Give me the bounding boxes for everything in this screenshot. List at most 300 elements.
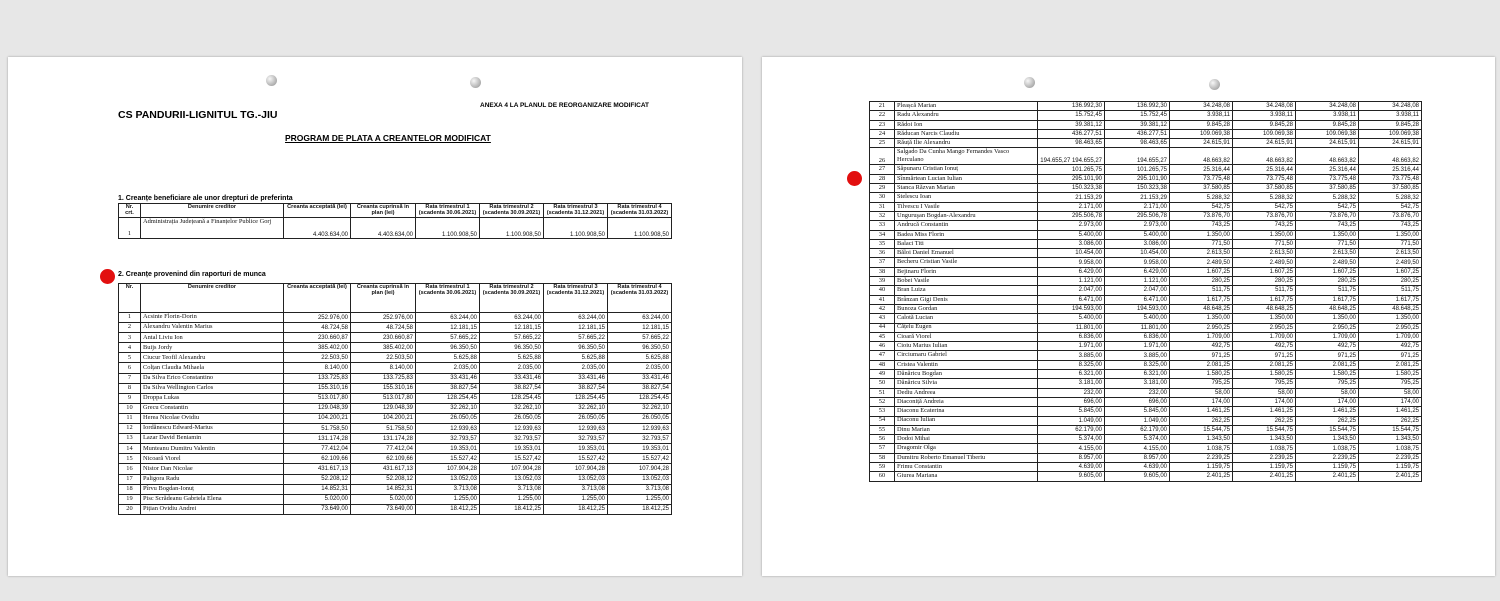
nr-cell: 11 [119, 413, 141, 423]
rate-q3-cell: 12.939,63 [544, 424, 608, 434]
rate-q4-cell: 2.239,25 [1359, 453, 1422, 462]
column-header: Rata trimestrul 2 (scadenta 30.09.2021) [480, 284, 544, 313]
table-row [870, 184, 1422, 193]
plan-amount-cell: 3.181,00 [1105, 379, 1170, 388]
column-header: Creanta cuprinsă in plan (lei) [351, 204, 416, 218]
rate-q3-cell: 1.038,75 [1296, 444, 1359, 453]
plan-amount-cell: 513.017,80 [351, 393, 416, 403]
rate-q4-cell: 34.248,08 [1359, 102, 1422, 111]
rate-q1-cell: 1.350,00 [1170, 314, 1233, 323]
rate-q2-cell: 5.625,88 [480, 353, 544, 363]
rate-q2-cell: 73.876,70 [1233, 211, 1296, 220]
table-row [870, 165, 1422, 174]
creditor-name-cell: Radu Alexandru [895, 111, 1038, 120]
rate-q4-cell: 5.625,88 [608, 353, 672, 363]
nr-cell: 23 [870, 120, 895, 129]
table-row [870, 295, 1422, 304]
plan-amount-cell: 1.121,00 [1105, 277, 1170, 286]
plan-amount-cell: 73.649,00 [351, 504, 416, 514]
rate-q1-cell: 38.827,54 [416, 383, 480, 393]
rate-q1-cell: 128.254,45 [416, 393, 480, 403]
rate-q4-cell: 38.827,54 [608, 383, 672, 393]
section-1-title: 1. Creanțe beneficiare ale unor drepturi de preferinta [118, 195, 293, 202]
rate-q2-cell: 26.050,05 [480, 413, 544, 423]
rate-q4-cell: 33.431,46 [608, 373, 672, 383]
creditor-name-cell: Brânzan Gigi Denis [895, 295, 1038, 304]
plan-amount-cell: 131.174,28 [351, 434, 416, 444]
nr-cell: 16 [119, 464, 141, 474]
rate-q1-cell: 34.248,08 [1170, 102, 1233, 111]
rate-q4-cell: 511,75 [1359, 286, 1422, 295]
rate-q4-cell: 971,25 [1359, 351, 1422, 360]
plan-amount-cell: 15.752,45 [1105, 111, 1170, 120]
creditor-name-cell: Diaconu Ecaterina [895, 407, 1038, 416]
creditor-name-cell: Droppa Lukas [141, 393, 284, 403]
table-row [119, 313, 672, 323]
creditor-name-cell: Pisc Scrădeanu Gabriela Elena [141, 494, 284, 504]
rate-q3-cell: 795,25 [1296, 379, 1359, 388]
accepted-amount-cell: 3.885,00 [1038, 351, 1105, 360]
table-row [119, 333, 672, 343]
nr-cell: 56 [870, 435, 895, 444]
creditor-name-cell: Paligora Radu [141, 474, 284, 484]
rate-q3-cell: 58,00 [1296, 388, 1359, 397]
rate-q4-cell: 107.904,28 [608, 464, 672, 474]
rate-q1-cell: 1.580,25 [1170, 370, 1233, 379]
rate-q4-cell: 15.544,75 [1359, 425, 1422, 434]
plan-amount-cell: 133.725,83 [351, 373, 416, 383]
punch-hole-icon [470, 77, 481, 88]
rate-q3-cell: 3.938,11 [1296, 111, 1359, 120]
rate-q4-cell: 3.938,11 [1359, 111, 1422, 120]
creditor-name-cell: Dodoi Mihai [895, 435, 1038, 444]
rate-q2-cell: 32.262,10 [480, 403, 544, 413]
creditor-name-cell: Circiumaru Gabriel [895, 351, 1038, 360]
continuation-table [869, 101, 1422, 482]
plan-amount-cell: 6.836,00 [1105, 332, 1170, 341]
accepted-amount-cell: 252.976,00 [284, 313, 351, 323]
rate-q2-cell: 1.617,75 [1233, 295, 1296, 304]
rate-q2-cell: 128.254,45 [480, 393, 544, 403]
accepted-amount-cell: 232,00 [1038, 388, 1105, 397]
rate-q3-cell: 1.343,50 [1296, 435, 1359, 444]
rate-q1-cell: 5.288,32 [1170, 193, 1233, 202]
rate-q4-cell: 18.412,25 [608, 504, 672, 514]
nr-cell: 32 [870, 211, 895, 220]
nr-cell: 18 [119, 484, 141, 494]
nr-cell: 35 [870, 239, 895, 248]
rate-q4-cell: 1.255,00 [608, 494, 672, 504]
table-row [870, 193, 1422, 202]
rate-q1-cell: 1.350,00 [1170, 230, 1233, 239]
creditor-name-cell: Acsinte Florin-Dorin [141, 313, 284, 323]
plan-amount-cell: 5.020,00 [351, 494, 416, 504]
creditor-name-cell: Cioară Viorel [895, 332, 1038, 341]
nr-cell: 60 [870, 472, 895, 481]
accepted-amount-cell: 436.277,51 [1038, 129, 1105, 138]
creditor-name-cell: Frimu Constantin [895, 462, 1038, 471]
creditor-name-cell: Stelescu Ioan [895, 193, 1038, 202]
plan-amount-cell: 6.429,00 [1105, 267, 1170, 276]
table-row [870, 323, 1422, 332]
rate-q3-cell: 63.244,00 [544, 313, 608, 323]
rate-q1-cell: 13.052,03 [416, 474, 480, 484]
table-row [870, 435, 1422, 444]
creditor-name-cell: Pleașcă Marian [895, 102, 1038, 111]
rate-q4-cell: 2.035,00 [608, 363, 672, 373]
plan-amount-cell: 295.506,78 [1105, 211, 1170, 220]
nr-cell: 37 [870, 258, 895, 267]
nr-cell: 3 [119, 333, 141, 343]
nr-cell: 34 [870, 230, 895, 239]
rate-q3-cell: 1.350,00 [1296, 230, 1359, 239]
accepted-amount-cell: 131.174,28 [284, 434, 351, 444]
accepted-amount-cell: 6.321,00 [1038, 370, 1105, 379]
plan-amount-cell: 1.971,00 [1105, 342, 1170, 351]
rate-q1-cell: 18.412,25 [416, 504, 480, 514]
rate-q3-cell: 3.713,08 [544, 484, 608, 494]
table-row [870, 425, 1422, 434]
nr-cell: 36 [870, 249, 895, 258]
rate-q3-cell: 280,25 [1296, 277, 1359, 286]
creditor-name-cell: Bejinaru Florin [895, 267, 1038, 276]
rate-q1-cell: 12.939,63 [416, 424, 480, 434]
creditor-name-cell: Becheru Cristian Vasile [895, 258, 1038, 267]
rate-q1-cell: 48.648,25 [1170, 304, 1233, 313]
red-marker-icon [847, 171, 862, 186]
accepted-amount-cell: 10.454,00 [1038, 249, 1105, 258]
accepted-amount-cell: 62.109,66 [284, 454, 351, 464]
plan-amount-cell: 194.655,27 [1105, 148, 1170, 165]
column-header: Creanta acceptată (lei) [284, 204, 351, 218]
rate-q3-cell: 5.288,32 [1296, 193, 1359, 202]
creditor-name-cell: Rădoi Ion [895, 120, 1038, 129]
nr-cell: 21 [870, 102, 895, 111]
creditor-name-cell: Unguruşan Bogdan-Alexandru [895, 211, 1038, 220]
plan-amount-cell: 252.976,00 [351, 313, 416, 323]
table-row [119, 504, 672, 514]
table-row [870, 472, 1422, 481]
rate-q3-cell: 15.544,75 [1296, 425, 1359, 434]
nr-cell: 54 [870, 416, 895, 425]
rate-q3-cell: 174,00 [1296, 397, 1359, 406]
accepted-amount-cell: 1.049,00 [1038, 416, 1105, 425]
table-row [119, 474, 672, 484]
creditor-name-cell: Dinu Marian [895, 425, 1038, 434]
rate-q1-cell: 96.350,50 [416, 343, 480, 353]
table-row [870, 239, 1422, 248]
accepted-amount-cell: 155.310,16 [284, 383, 351, 393]
rate-q3-cell: 48.663,82 [1296, 148, 1359, 165]
rate-q2-cell: 1.159,75 [1233, 462, 1296, 471]
rate-q3-cell: 1.255,00 [544, 494, 608, 504]
rate-q4-cell: 795,25 [1359, 379, 1422, 388]
table-row [119, 424, 672, 434]
rate-q1-cell: 63.244,00 [416, 313, 480, 323]
plan-amount-cell: 4.639,00 [1105, 462, 1170, 471]
rate-q4-cell: 1.038,75 [1359, 444, 1422, 453]
table-row [119, 403, 672, 413]
rate-q1-cell: 795,25 [1170, 379, 1233, 388]
accepted-amount-cell: 52.208,12 [284, 474, 351, 484]
table-row [870, 221, 1422, 230]
plan-amount-cell: 52.208,12 [351, 474, 416, 484]
table-row [119, 484, 672, 494]
accepted-amount-cell: 696,00 [1038, 397, 1105, 406]
plan-amount-cell: 48.724,58 [351, 323, 416, 333]
nr-cell: 13 [119, 434, 141, 444]
accepted-amount-cell: 4.155,00 [1038, 444, 1105, 453]
table-row [870, 462, 1422, 471]
rate-q1-cell: 1.159,75 [1170, 462, 1233, 471]
nr-cell: 45 [870, 332, 895, 341]
nr-cell: 26 [870, 148, 895, 165]
rate-q4-cell: 73.775,48 [1359, 174, 1422, 183]
rate-q1-cell: 771,50 [1170, 239, 1233, 248]
plan-amount-cell: 8.325,00 [1105, 360, 1170, 369]
table-row [870, 174, 1422, 183]
table-row [119, 434, 672, 444]
accepted-amount-cell: 1.971,00 [1038, 342, 1105, 351]
creditor-name-cell: Badea Miss Florin [895, 230, 1038, 239]
rate-q2-cell: 5.288,32 [1233, 193, 1296, 202]
rate-q1-cell: 1.617,75 [1170, 295, 1233, 304]
plan-amount-cell: 62.179,00 [1105, 425, 1170, 434]
rate-q3-cell: 32.793,57 [544, 434, 608, 444]
nr-cell: 43 [870, 314, 895, 323]
creditor-name-cell: Ciucur Teofil Alexandru [141, 353, 284, 363]
creditor-name-cell: Bran Luiza [895, 286, 1038, 295]
table-row [119, 383, 672, 393]
nr-cell: 29 [870, 184, 895, 193]
rate-q1-cell: 174,00 [1170, 397, 1233, 406]
accepted-amount-cell: 3.181,00 [1038, 379, 1105, 388]
table-row [119, 444, 672, 454]
rate-q3-cell: 2.489,50 [1296, 258, 1359, 267]
plan-amount-cell: 14.852,31 [351, 484, 416, 494]
accepted-amount-cell: 4.403.634,00 [284, 217, 351, 238]
rate-q2-cell: 34.248,08 [1233, 102, 1296, 111]
accepted-amount-cell: 51.758,50 [284, 424, 351, 434]
rate-q1-cell: 3.938,11 [1170, 111, 1233, 120]
nr-cell: 50 [870, 379, 895, 388]
accepted-amount-cell: 513.017,80 [284, 393, 351, 403]
accepted-amount-cell: 9.958,00 [1038, 258, 1105, 267]
table-row [870, 407, 1422, 416]
table-row [119, 464, 672, 474]
rate-q3-cell: 5.625,88 [544, 353, 608, 363]
rate-q4-cell: 1.617,75 [1359, 295, 1422, 304]
rate-q1-cell: 262,25 [1170, 416, 1233, 425]
nr-cell: 1 [119, 217, 141, 238]
creditor-name-cell: Grecu Constantin [141, 403, 284, 413]
rate-q3-cell: 542,75 [1296, 202, 1359, 211]
creditor-name-cell: Dănăricu Silvia [895, 379, 1038, 388]
creditor-name-cell: Bobei Vasile [895, 277, 1038, 286]
rate-q3-cell: 2.613,50 [1296, 249, 1359, 258]
rate-q1-cell: 1.100.908,50 [416, 217, 480, 238]
rate-q3-cell: 48.648,25 [1296, 304, 1359, 313]
nr-cell: 53 [870, 407, 895, 416]
plan-amount-cell: 2.973,00 [1105, 221, 1170, 230]
rate-q3-cell: 262,25 [1296, 416, 1359, 425]
rate-q2-cell: 1.350,00 [1233, 230, 1296, 239]
rate-q2-cell: 12.181,15 [480, 323, 544, 333]
rate-q2-cell: 2.401,25 [1233, 472, 1296, 481]
plan-amount-cell: 194.593,00 [1105, 304, 1170, 313]
rate-q4-cell: 25.316,44 [1359, 165, 1422, 174]
section-2-title: 2. Creanțe provenind din raporturi de munca [118, 271, 266, 278]
nr-cell: 31 [870, 202, 895, 211]
rate-q2-cell: 38.827,54 [480, 383, 544, 393]
rate-q2-cell: 2.239,25 [1233, 453, 1296, 462]
rate-q1-cell: 1.607,25 [1170, 267, 1233, 276]
rate-q2-cell: 771,50 [1233, 239, 1296, 248]
rate-q1-cell: 73.775,48 [1170, 174, 1233, 183]
rate-q2-cell: 12.939,63 [480, 424, 544, 434]
rate-q2-cell: 743,25 [1233, 221, 1296, 230]
rate-q2-cell: 280,25 [1233, 277, 1296, 286]
rate-q1-cell: 280,25 [1170, 277, 1233, 286]
rate-q3-cell: 1.461,25 [1296, 407, 1359, 416]
rate-q1-cell: 25.316,44 [1170, 165, 1233, 174]
rate-q2-cell: 32.793,57 [480, 434, 544, 444]
nr-cell: 24 [870, 129, 895, 138]
nr-cell: 19 [119, 494, 141, 504]
accepted-amount-cell: 2.973,00 [1038, 221, 1105, 230]
red-marker-icon [100, 269, 115, 284]
creditor-name-cell: Administrația Județeană a Finanțelor Publice Gorj [141, 217, 284, 238]
rate-q3-cell: 1.709,00 [1296, 332, 1359, 341]
rate-q3-cell: 1.607,25 [1296, 267, 1359, 276]
rate-q1-cell: 5.625,88 [416, 353, 480, 363]
accepted-amount-cell: 11.801,00 [1038, 323, 1105, 332]
creditor-name-cell: Salgado Da Cunha Mango Fernandes Vasco Herculano [895, 148, 1038, 165]
nr-cell: 57 [870, 444, 895, 453]
rate-q3-cell: 971,25 [1296, 351, 1359, 360]
creditor-name-cell: Colțan Claudia Mihaela [141, 363, 284, 373]
rate-q4-cell: 771,50 [1359, 239, 1422, 248]
column-header: Creanta cuprinsă in plan (lei) [351, 284, 416, 313]
column-header: Rata trimestrul 3 (scadenta 31.12.2021) [544, 204, 608, 218]
plan-amount-cell: 8.957,00 [1105, 453, 1170, 462]
rate-q2-cell: 971,25 [1233, 351, 1296, 360]
creditor-name-cell: Lazar David Beniamin [141, 434, 284, 444]
accepted-amount-cell: 62.179,00 [1038, 425, 1105, 434]
table-row [119, 413, 672, 423]
nr-cell: 42 [870, 304, 895, 313]
accepted-amount-cell: 1.121,00 [1038, 277, 1105, 286]
nr-cell: 55 [870, 425, 895, 434]
nr-cell: 1 [119, 313, 141, 323]
creditor-name-cell: Răducan Narcis Claudiu [895, 129, 1038, 138]
rate-q2-cell: 2.081,25 [1233, 360, 1296, 369]
rate-q3-cell: 2.401,25 [1296, 472, 1359, 481]
table-row [870, 120, 1422, 129]
section-1-table [118, 203, 672, 239]
plan-amount-cell: 11.801,00 [1105, 323, 1170, 332]
plan-amount-cell: 77.412,04 [351, 444, 416, 454]
accepted-amount-cell: 15.752,45 [1038, 111, 1105, 120]
table-row [870, 211, 1422, 220]
table-row [119, 363, 672, 373]
rate-q2-cell: 25.316,44 [1233, 165, 1296, 174]
rate-q1-cell: 743,25 [1170, 221, 1233, 230]
rate-q3-cell: 24.615,91 [1296, 139, 1359, 148]
rate-q4-cell: 73.876,70 [1359, 211, 1422, 220]
table-row [119, 217, 672, 238]
rate-q1-cell: 3.713,08 [416, 484, 480, 494]
rate-q1-cell: 48.663,82 [1170, 148, 1233, 165]
rate-q3-cell: 57.665,22 [544, 333, 608, 343]
accepted-amount-cell: 5.374,00 [1038, 435, 1105, 444]
plan-amount-cell: 230.660,87 [351, 333, 416, 343]
rate-q4-cell: 1.100.908,50 [608, 217, 672, 238]
rate-q4-cell: 174,00 [1359, 397, 1422, 406]
rate-q3-cell: 1.580,25 [1296, 370, 1359, 379]
creditor-name-cell: Dragomir Olga [895, 444, 1038, 453]
rate-q2-cell: 33.431,46 [480, 373, 544, 383]
nr-cell: 9 [119, 393, 141, 403]
creditor-name-cell: Da Silva Wellington Carlos [141, 383, 284, 393]
accepted-amount-cell: 73.649,00 [284, 504, 351, 514]
rate-q3-cell: 1.159,75 [1296, 462, 1359, 471]
creditor-name-cell: Antal Liviu Ion [141, 333, 284, 343]
plan-amount-cell: 8.140,00 [351, 363, 416, 373]
nr-cell: 51 [870, 388, 895, 397]
nr-cell: 47 [870, 351, 895, 360]
rate-q3-cell: 37.580,85 [1296, 184, 1359, 193]
rate-q2-cell: 795,25 [1233, 379, 1296, 388]
section-2-table [118, 283, 672, 515]
rate-q2-cell: 2.950,25 [1233, 323, 1296, 332]
plan-amount-cell: 129.048,39 [351, 403, 416, 413]
accepted-amount-cell: 22.503,50 [284, 353, 351, 363]
rate-q3-cell: 15.527,42 [544, 454, 608, 464]
rate-q4-cell: 2.081,25 [1359, 360, 1422, 369]
rate-q2-cell: 48.663,82 [1233, 148, 1296, 165]
creditor-name-cell: Buijs Jordy [141, 343, 284, 353]
rate-q3-cell: 128.254,45 [544, 393, 608, 403]
nr-cell: 25 [870, 139, 895, 148]
rate-q3-cell: 107.904,28 [544, 464, 608, 474]
creditor-name-cell: Munteanu Dumitru Valentin [141, 444, 284, 454]
rate-q4-cell: 9.845,28 [1359, 120, 1422, 129]
creditor-name-cell: Răuță Ilie Alexandru [895, 139, 1038, 148]
rate-q4-cell: 262,25 [1359, 416, 1422, 425]
creditor-name-cell: Pițian Ovidiu Andrei [141, 504, 284, 514]
rate-q4-cell: 32.262,10 [608, 403, 672, 413]
creditor-name-cell: Cristea Valentin [895, 360, 1038, 369]
accepted-amount-cell: 5.400,00 [1038, 230, 1105, 239]
accepted-amount-cell: 6.471,00 [1038, 295, 1105, 304]
table-row [119, 323, 672, 333]
nr-cell: 4 [119, 343, 141, 353]
accepted-amount-cell: 3.086,00 [1038, 239, 1105, 248]
plan-amount-cell: 1.049,00 [1105, 416, 1170, 425]
rate-q3-cell: 18.412,25 [544, 504, 608, 514]
nr-cell: 30 [870, 193, 895, 202]
table-row [870, 258, 1422, 267]
accepted-amount-cell: 150.323,38 [1038, 184, 1105, 193]
rate-q4-cell: 63.244,00 [608, 313, 672, 323]
rate-q1-cell: 32.793,57 [416, 434, 480, 444]
rate-q2-cell: 511,75 [1233, 286, 1296, 295]
table-row [870, 370, 1422, 379]
rate-q4-cell: 2.613,50 [1359, 249, 1422, 258]
rate-q1-cell: 12.181,15 [416, 323, 480, 333]
rate-q4-cell: 128.254,45 [608, 393, 672, 403]
